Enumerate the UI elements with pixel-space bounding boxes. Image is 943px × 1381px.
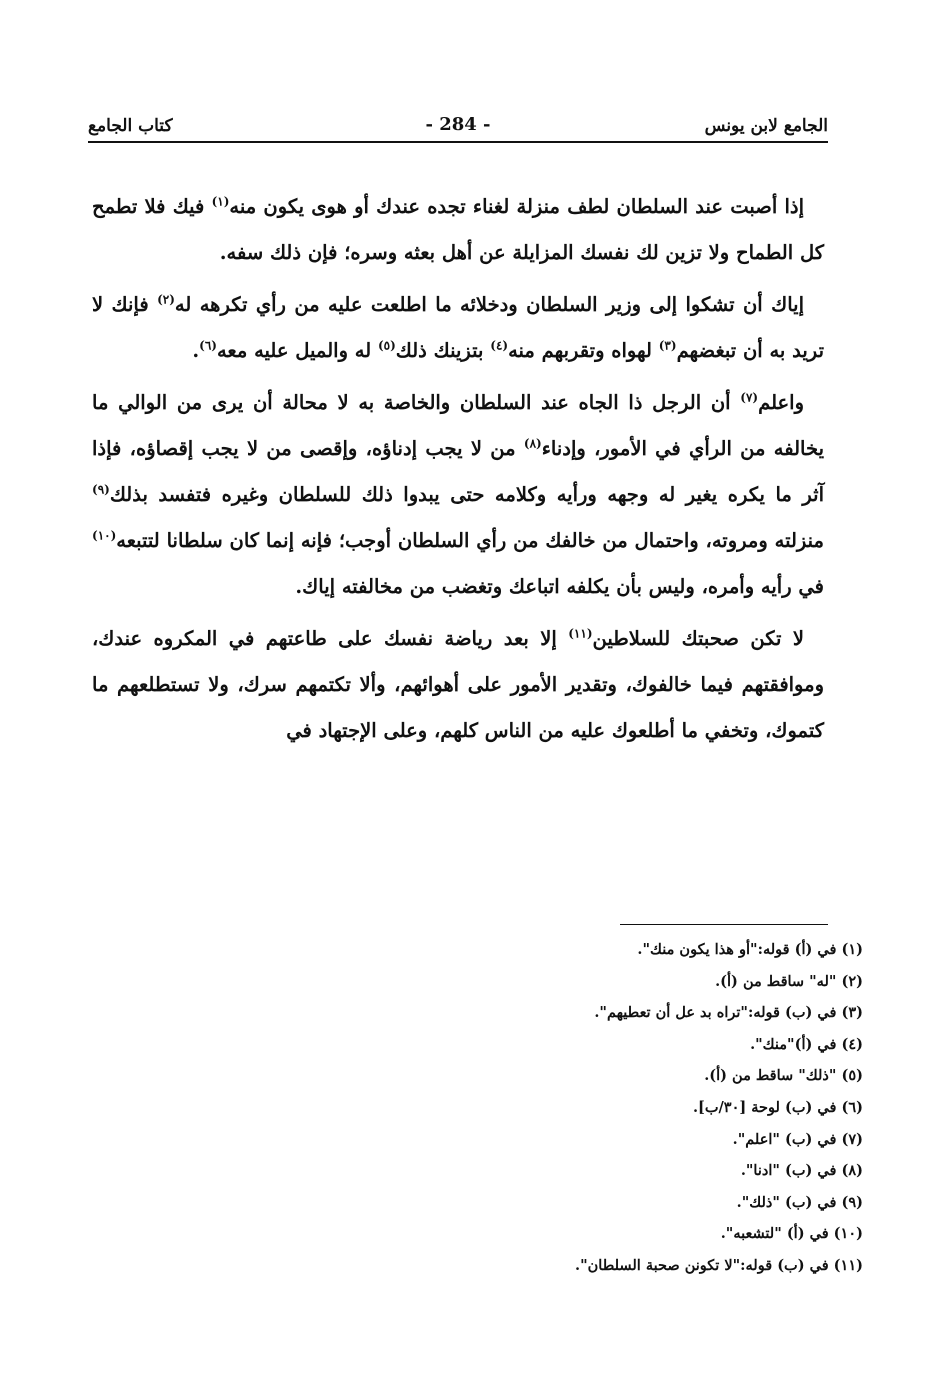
footnote-item: (٢) "له" ساقط من (أ). xyxy=(715,972,863,990)
footnote-item: (٩) في (ب) "ذلك". xyxy=(736,1193,863,1211)
text-run: فيك فلا تطمح كل الطماح ولا تزين لك نفسك المزايلة عن أهل بعثه وسره؛ فإن ذلك سفه. xyxy=(92,195,824,264)
text-run: بتزينك ذلك xyxy=(395,339,491,362)
header-book-title: الجامع لابن يونس xyxy=(704,116,828,136)
footnote-item: (٨) في (ب) "ادنا". xyxy=(740,1162,863,1180)
text-run: لهواه وتقربهم منه xyxy=(508,339,659,362)
footnote-marker: (٥) xyxy=(377,338,396,353)
footnote-marker: (٢) xyxy=(157,292,175,307)
text-run: . xyxy=(192,339,200,362)
footnote-marker: (٤) xyxy=(490,338,509,353)
paragraph xyxy=(92,282,824,374)
footnote-item: (٦) في (ب) لوحة [٣٠/ب]. xyxy=(692,1098,863,1116)
footnote-marker: (٦) xyxy=(199,338,217,353)
footnote-marker: (١٠) xyxy=(92,528,117,543)
running-header xyxy=(88,112,828,142)
footnote-item: (١٠) في (أ) "لتشعبه". xyxy=(720,1225,863,1243)
footnote-separator xyxy=(620,924,828,925)
text-run: في رأيه وأمره، وليس بأن يكلفه اتباعك وتغضب من مخالفته إياك. xyxy=(295,575,824,598)
footnote-item: (٥) "ذلك" ساقط من (أ). xyxy=(704,1067,863,1085)
footnote-marker: (١١) xyxy=(568,626,593,641)
text-run: منزلته ومروته، واحتمال من خالفك من رأي السلطان أوجب؛ فإنه إنما كان سلطانا لتتبعه xyxy=(116,529,824,552)
text-run: أن الرجل ذا الجاه عند السلطان والخاصة به لا محالة أن يرى من الوالي ما يخالفه من الرأي في الأمور، وإدناء xyxy=(92,391,824,460)
footnote-marker: (٨) xyxy=(523,436,542,451)
footnote-item: (٣) في (ب) قوله:"تراه بد عل أن تعطيهم". xyxy=(594,1004,863,1022)
footnote-marker: (٧) xyxy=(740,390,759,405)
main-text xyxy=(92,184,824,760)
header-rule xyxy=(88,141,828,143)
text-run: من لا يجب إدناؤه، وإقصى من لا يجب إقصاؤه، فإذا آثر ما يكره يغير له وجهه ورأيه وكلامه حتى يبدوا ذلك للسلطان وغيره فتفسد بذلك xyxy=(92,437,824,506)
footnote-item: (١١) في (ب) قوله:"لا تكونن صحبة السلطان". xyxy=(575,1256,863,1274)
text-run: إياك أن تشكوا إلى وزير السلطان ودخلائه ما اطلعت عليه من رأي تكرهه له xyxy=(174,293,804,316)
text-run: فإنك لا تريد به أن تبغضهم xyxy=(92,293,824,362)
paragraph xyxy=(92,380,824,610)
page-number: - 284 - xyxy=(425,114,491,135)
footnote-marker: (١) xyxy=(211,194,230,209)
footnote-marker: (٣) xyxy=(658,338,677,353)
text-run: واعلم xyxy=(758,391,804,414)
text-run: إذا أصبت عند السلطان لطف منزلة لغناء تجده عندك أو هوى يكون منه xyxy=(229,195,804,218)
footnotes-list xyxy=(343,934,863,1282)
paragraph xyxy=(92,184,824,276)
header-chapter-title: كتاب الجامع xyxy=(88,116,173,136)
footnote-item: (٧) في (ب) "اعلم". xyxy=(732,1130,863,1148)
text-run: له والميل عليه معه xyxy=(216,339,378,362)
footnote-item: (٤) في (أ)"منك". xyxy=(750,1035,863,1053)
paragraph xyxy=(92,616,824,754)
text-run: لا تكن صحبتك للسلاطين xyxy=(592,627,804,650)
footnote-item: (١) في (أ) قوله:"أو هذا يكون منك". xyxy=(637,941,863,958)
text-run: إلا بعد رياضة نفسك على طاعتهم في المكروه عندك، وموافقتهم فيما خالفوك، وتقدير الأمور على أهوائهم، وألا تكتمهم سرك، ولا تستطلعهم ما كتموك، وتخفي ما أطلعوك عليه من الناس كلهم، وعلى الإجتهاد في xyxy=(92,627,824,742)
footnote-marker: (٩) xyxy=(92,482,110,497)
